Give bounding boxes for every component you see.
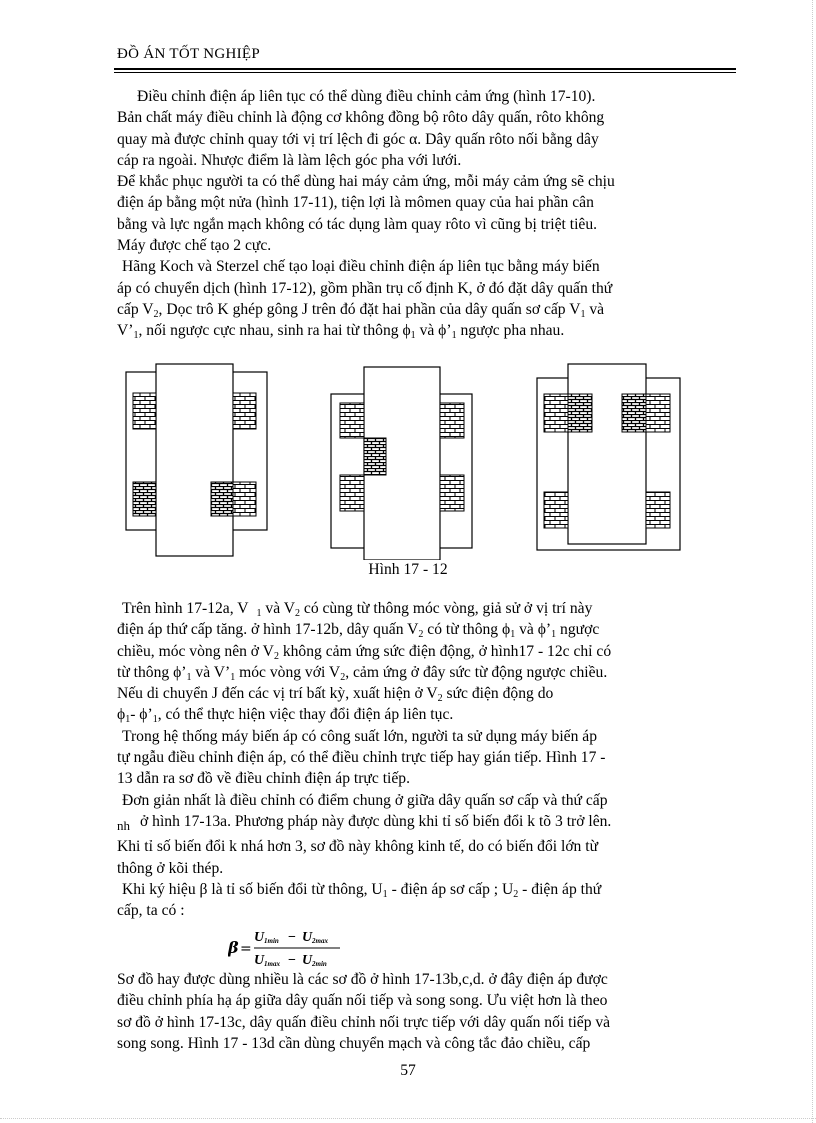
winding-c-top-dark1 — [568, 394, 592, 432]
para7-line1 — [117, 879, 742, 900]
text-run: ϕ — [117, 706, 126, 724]
subscript: 1 — [230, 671, 236, 683]
para2-line4: Máy được chế tạo 2 cực. — [117, 237, 272, 255]
figure-c — [537, 364, 680, 550]
para1-line4: cáp ra ngoài. Nhược điểm là làm lệch góc pha với lưới. — [117, 151, 462, 169]
winding-c-top-left — [544, 394, 568, 432]
text-run: chiều, móc vòng nên ở V — [117, 642, 274, 660]
winding-v1-right — [233, 482, 256, 516]
subscript: 2 — [418, 629, 424, 641]
page-border-bottom — [0, 1118, 816, 1119]
subscript: 1 — [152, 714, 158, 726]
text-run: móc vòng với V — [235, 663, 341, 681]
text-run: , Dọc trô K ghép gông J trên đó đặt hai phần của dây quấn sơ cấp V — [158, 300, 581, 318]
winding-top-left — [340, 403, 364, 438]
figure-a — [126, 364, 267, 556]
winding-bottom-right — [440, 475, 464, 511]
num-minus: − — [288, 930, 296, 945]
text-run: , nối ngược cực nhau, sinh ra hai từ thông ϕ — [138, 322, 411, 340]
header-rule-thin — [114, 72, 736, 73]
winding-c-bottom-right — [646, 492, 670, 528]
formula-beta: β — [228, 938, 239, 957]
subscript: 2 — [340, 671, 346, 683]
subscript: 1 — [580, 308, 586, 320]
para3-line3 — [117, 299, 742, 320]
para6-line3: Khi tỉ số biến đổi k nhá hơn 3, sơ đồ này không kinh tế, do có biến đổi lớn từ — [117, 838, 599, 856]
den-sub2: 2min — [312, 960, 327, 968]
text-run: Khi ký hiệu β là tỉ số biến đổi từ thông, U — [122, 880, 383, 898]
para4-line1 — [117, 598, 742, 619]
subscript: 1 — [410, 330, 416, 342]
para8-line3: sơ đồ ở hình 17-13c, dây quấn điều chỉnh nối trực tiếp với dây quấn nối tiếp và — [117, 1013, 611, 1031]
para8-line4: song song. Hình 17 - 13d cần dùng chuyển mạch và công tắc đảo chiều, cấp — [117, 1034, 591, 1052]
num-u2: U — [302, 930, 313, 945]
winding-v1-center — [211, 482, 233, 516]
para4-line3 — [117, 641, 742, 662]
text-run: ngược — [556, 621, 600, 639]
num-sub1: 1min — [264, 937, 279, 945]
subscript: 2 — [295, 608, 300, 619]
text-run: nh — [117, 817, 130, 833]
text-run: V’ — [117, 322, 134, 340]
header-rule-thick — [114, 68, 736, 70]
formula-equals: = — [240, 941, 252, 957]
para6-line1: Đơn giản nhất là điều chỉnh có điểm chung ở giữa dây quấn sơ cấp và thứ cấp — [122, 791, 608, 809]
text-block-bottom — [117, 969, 742, 1054]
subscript: 1 — [382, 888, 388, 900]
para4-line2 — [117, 619, 742, 640]
subscript: 1 — [551, 629, 557, 641]
text-run: và ϕ’ — [515, 621, 552, 639]
para1-line3: quay mà được chỉnh quay tới vị trí lệch đi góc α. Dây quấn rôto nối bằng dây — [117, 130, 599, 148]
text-run: và — [585, 300, 605, 318]
text-run: - ϕ’ — [130, 706, 153, 724]
para5-line2: tự ngẫu điều chỉnh điện áp, có thể điều chỉnh trực tiếp hay gián tiếp. Hình 17 - — [117, 749, 606, 767]
para6-line4: thông ở kõi thép. — [117, 859, 224, 877]
para5-line3: 13 dẫn ra sơ đồ về điều chỉnh điện áp trực tiếp. — [117, 770, 410, 788]
text-run: , có thể thực hiện việc thay đổi điện áp liên tục. — [157, 706, 454, 724]
text-run: và ϕ’ — [415, 322, 452, 340]
para3-line1: Hãng Koch và Sterzel chế tạo loại điều chỉnh điện áp liên tục bằng máy biến — [122, 258, 600, 276]
para6-line2 — [117, 811, 742, 836]
winding-v2-right — [233, 393, 256, 429]
winding-bottom-left — [340, 475, 364, 511]
text-run: có từ thông ϕ — [423, 621, 511, 639]
text-run: - điện áp thứ — [518, 880, 602, 898]
subscript: 1 — [133, 330, 139, 342]
page-header: ĐỒ ÁN TỐT NGHIỆP — [117, 46, 260, 62]
num-u1: U — [254, 930, 265, 945]
para7-line2: cấp, ta có : — [117, 902, 185, 920]
text-run: và V’ — [191, 663, 231, 681]
figure-caption: Hình 17 - 12 — [368, 561, 448, 578]
winding-middle-dark — [364, 438, 386, 475]
text-run: Nếu di chuyển J đến các vị trí bất kỳ, xuất hiện ở V — [117, 685, 438, 703]
winding-top-right — [440, 403, 464, 438]
para8-line1: Sơ đồ hay được dùng nhiều là các sơ đồ ở hình 17-13b,c,d. ở đây điện áp được — [117, 971, 608, 988]
text-run: , cảm ứng ở đây sức từ động ngược chiều. — [345, 663, 608, 681]
winding-c-top-dark2 — [622, 394, 646, 432]
subscript: 1 — [256, 608, 262, 619]
figure-17-12 — [118, 360, 738, 560]
subscript: 2 — [153, 308, 159, 320]
para1-line2: Bản chất máy điều chỉnh là động cơ không đồng bộ rôto dây quấn, rôto không — [117, 109, 605, 127]
text-run: sức điện động do — [442, 685, 554, 703]
text-block-top — [117, 86, 742, 342]
para1-line1: Điều chỉnh điện áp liên tục có thể dùng điều chỉnh cảm ứng (hình 17-10). — [137, 88, 596, 105]
figure-b — [331, 367, 472, 560]
subscript: 2 — [273, 650, 279, 662]
para3-line2: áp có chuyển dịch (hình 17-12), gồm phần trụ cố định K, ở đó đặt dây quấn thứ — [117, 279, 613, 297]
text-run: có cùng từ thông móc vòng, giả sử ở vị trí này — [300, 600, 593, 617]
para4-line6 — [117, 704, 742, 725]
subscript: 1 — [510, 629, 516, 641]
para4-line5 — [117, 683, 742, 704]
subscript: 2 — [437, 693, 443, 705]
den-u1: U — [254, 953, 265, 968]
page-number: 57 — [400, 1062, 416, 1079]
den-minus: − — [288, 953, 296, 968]
text-run: cấp V — [117, 300, 154, 318]
den-sub1: 1max — [264, 960, 280, 968]
text-run: không cảm ứng sức điện động, ở hình17 - 12c chỉ có — [278, 642, 612, 660]
winding-v2-left — [133, 393, 156, 429]
text-run: điện áp thứ cấp tăng. ở hình 17-12b, dây quấn V — [117, 621, 419, 639]
text-run: ở hình 17-13a. Phương pháp này được dùng khi tỉ số biến đổi k tõ 3 trở lên. — [140, 812, 612, 830]
formula-numerator — [254, 930, 328, 945]
winding-v1-left — [133, 482, 156, 516]
para2-line1: Để khắc phục người ta có thể dùng hai máy cảm ứng, mỗi máy cảm ứng sẽ chịu — [117, 173, 615, 191]
den-u2: U — [302, 953, 313, 968]
text-run: - điện áp sơ cấp ; U — [387, 880, 514, 898]
text-run: và V — [261, 600, 295, 617]
num-sub2: 2max — [312, 937, 328, 945]
winding-c-top-right — [646, 394, 670, 432]
para2-line2: điện áp bằng một nửa (hình 17-11), tiện lợi là mômen quay của hai phần cân — [117, 194, 594, 212]
winding-c-bottom-left — [544, 492, 568, 528]
subscript: 1 — [451, 330, 457, 342]
beta-formula — [228, 926, 368, 970]
para8-line2: điều chỉnh phía hạ áp giữa dây quấn nối tiếp và song song. Ưu việt hơn là theo — [117, 992, 608, 1010]
text-run: Trên hình 17-12a, V — [122, 600, 249, 617]
para3-line4 — [117, 320, 742, 341]
text-block-middle — [117, 598, 742, 921]
para5-line1: Trong hệ thống máy biến áp có công suất lớn, người ta sử dụng máy biến áp — [122, 727, 598, 745]
subscript: 1 — [186, 671, 192, 683]
formula-denominator — [254, 953, 327, 968]
subscript: 2 — [513, 888, 519, 900]
page-border-right — [812, 0, 813, 1123]
para2-line3: bằng và lực ngắn mạch không có tác dụng làm quay rôto vì cũng bị triệt tiêu. — [117, 215, 598, 233]
text-run: từ thông ϕ’ — [117, 663, 187, 681]
subscript: 1 — [125, 714, 131, 726]
para4-line4 — [117, 662, 742, 683]
text-run: ngược pha nhau. — [456, 322, 565, 340]
